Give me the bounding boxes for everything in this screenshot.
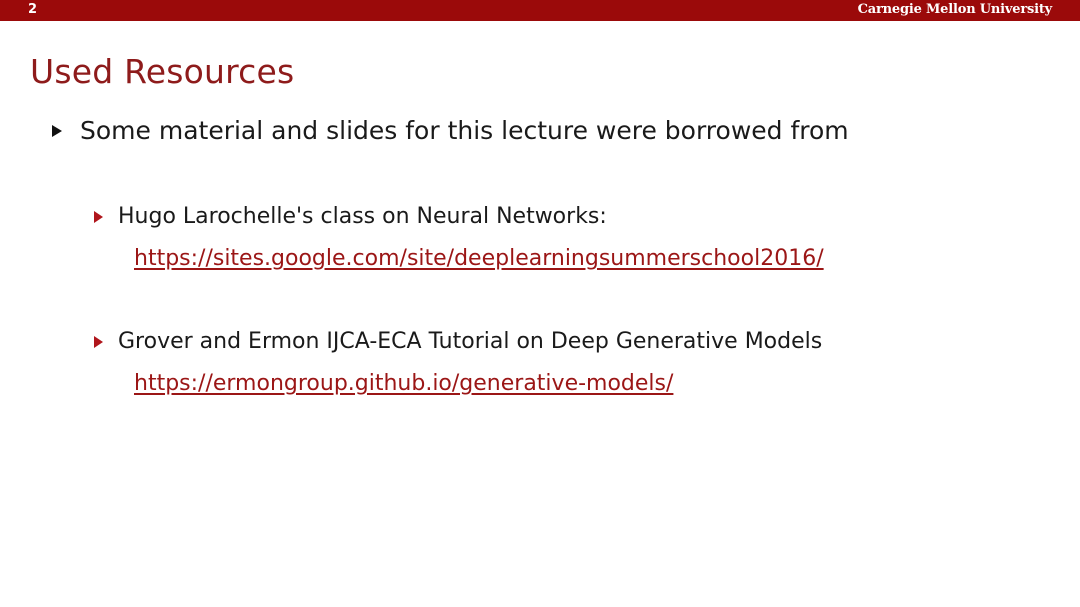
main-bullet-text: Some material and slides for this lecture were borrowed from [80, 116, 849, 145]
resource-item [94, 202, 824, 274]
resource-item [94, 327, 822, 399]
resource-description: Hugo Larochelle's class on Neural Networks: [118, 204, 607, 229]
slide-number: 2 [28, 2, 38, 17]
university-logo-text: Carnegie Mellon University [857, 2, 1052, 17]
main-bullet [52, 114, 849, 148]
sub-bullet-triangle-icon [94, 336, 103, 348]
sub-bullet-triangle-icon [94, 211, 103, 223]
slide-title: Used Resources [30, 52, 295, 91]
bullet-triangle-icon [52, 125, 62, 137]
resource-link[interactable]: https://sites.google.com/site/deeplearningsummerschool2016/ [134, 246, 824, 271]
resource-description: Grover and Ermon IJCA-ECA Tutorial on Deep Generative Models [118, 329, 823, 354]
resource-link[interactable]: https://ermongroup.github.io/generative-models/ [134, 371, 674, 396]
header-bar [0, 0, 1080, 21]
